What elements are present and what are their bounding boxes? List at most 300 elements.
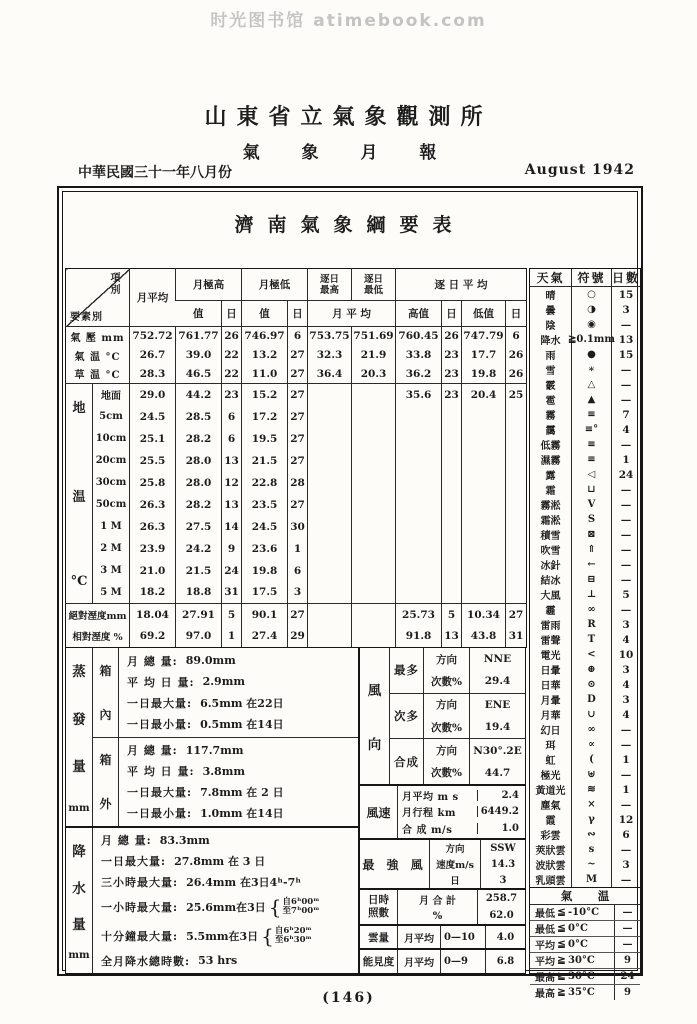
row-label: 氣 壓 mm xyxy=(70,332,125,344)
key-month-total: 月 合 計 xyxy=(419,896,456,907)
weather-symbol: ⊕ xyxy=(572,662,612,677)
weather-symbol: ⇑ xyxy=(572,542,612,557)
weather-day-count: 10 xyxy=(618,648,634,661)
weather-row xyxy=(530,632,640,647)
wind-values xyxy=(470,694,525,739)
cell: 751.69 xyxy=(352,327,396,346)
key-frequency: 次數% xyxy=(431,721,462,734)
stat-value: 7.8mm 在 2 日 xyxy=(200,786,284,800)
cell: 761.77 xyxy=(176,327,222,346)
value-speed: 14.3 xyxy=(490,858,516,870)
cell xyxy=(442,516,462,538)
weather-name: 月華 xyxy=(530,707,572,722)
weather-symbol: × xyxy=(572,797,612,812)
cell xyxy=(396,560,442,582)
cell: 21.5 xyxy=(176,560,222,582)
comparator-glyph: ≦ xyxy=(557,923,566,934)
cell: 43.8 xyxy=(462,626,506,648)
cell: 14 xyxy=(222,516,242,538)
stat-line xyxy=(101,874,354,890)
weather-day-count: — xyxy=(620,318,632,331)
value-direction: N30°.2E xyxy=(473,744,522,757)
stat-value: 1.0 xyxy=(477,823,525,834)
time-from: 自6ʰ20ᵐ xyxy=(274,925,312,936)
weather-name: 幻日 xyxy=(530,722,572,737)
cell: 10.34 xyxy=(462,604,506,626)
label-char: 箱 xyxy=(99,753,112,768)
cell: 13 xyxy=(222,494,242,516)
weather-name: 結冰 xyxy=(530,572,572,587)
cell: 25.8 xyxy=(130,472,176,494)
cell: 91.8 xyxy=(396,626,442,648)
cell xyxy=(308,538,352,560)
weather-symbol: ≡° xyxy=(572,422,612,437)
weather-day-count: 4 xyxy=(622,708,630,721)
cell: 28.3 xyxy=(130,365,176,384)
cell: 18.8 xyxy=(176,582,222,604)
evaporation-block xyxy=(65,647,359,827)
cell: 6 xyxy=(506,327,527,346)
key-speed: 速度m/s xyxy=(436,860,474,871)
weather-day-count: 7 xyxy=(622,408,630,421)
weather-row xyxy=(530,437,640,452)
temperature-section-title xyxy=(530,888,640,905)
weather-name: 霧淞 xyxy=(530,497,572,512)
weather-name: 莢狀雲 xyxy=(530,842,572,857)
temperature-threshold-row xyxy=(530,936,640,952)
weather-symbol: ~ xyxy=(572,857,612,872)
stat-value: 5.5mm在3日 xyxy=(186,929,259,943)
weather-name: 雷雨 xyxy=(530,617,572,632)
value-direction: ENE xyxy=(484,698,511,711)
depth-label: 1 M xyxy=(100,521,122,532)
header-day: 日 xyxy=(222,301,242,327)
report-title: 氣 象 月 報 xyxy=(242,143,455,163)
weather-day-count: 3 xyxy=(622,303,630,316)
temperature-threshold-row xyxy=(530,920,640,936)
weather-row xyxy=(530,452,640,467)
threshold-temperature: 0°C xyxy=(568,939,588,950)
stat-key: 月平均 m s xyxy=(402,791,459,803)
value-month-total: 258.7 xyxy=(485,893,518,904)
weather-symbol: M xyxy=(572,872,612,887)
stat-line xyxy=(127,742,354,758)
wind-row xyxy=(390,648,525,693)
precipitation-lines xyxy=(93,828,358,973)
cell xyxy=(308,582,352,604)
cell: 1 xyxy=(222,626,242,648)
stat-key: 月 總 量: xyxy=(127,654,178,668)
day-count: 9 xyxy=(614,985,640,1000)
cell: 26.7 xyxy=(130,346,176,365)
weather-symbol: D xyxy=(572,692,612,707)
header-value: 值 xyxy=(242,301,288,327)
sunshine-keys xyxy=(398,890,477,924)
weather-rows xyxy=(530,287,640,887)
weather-row xyxy=(530,707,640,722)
cell xyxy=(506,516,527,538)
date-english: August 1942 xyxy=(524,162,635,178)
cell xyxy=(462,560,506,582)
weather-name: 霜淞 xyxy=(530,512,572,527)
cell: 97.0 xyxy=(176,626,222,648)
cell xyxy=(352,626,396,648)
weather-day-count: 13 xyxy=(618,333,634,346)
wind-keys xyxy=(424,739,470,784)
wind-keys xyxy=(424,694,470,739)
visibility-block xyxy=(359,949,526,974)
threshold-kind: 最高 xyxy=(535,989,555,1000)
weather-symbol: ⊙ xyxy=(572,677,612,692)
weather-row xyxy=(530,317,640,332)
weather-day-count: — xyxy=(620,873,632,886)
weather-symbol: s xyxy=(572,842,612,857)
header-day: 日 xyxy=(506,301,527,327)
weather-day-count: 5 xyxy=(622,588,630,601)
cell: 18.04 xyxy=(130,604,176,626)
label-char: 發 xyxy=(72,711,86,728)
cell xyxy=(396,494,442,516)
visibility-value: 6.8 xyxy=(485,950,525,973)
table-row xyxy=(66,582,527,604)
weather-name: 黃道光 xyxy=(530,782,572,797)
header-daily-min: 逐日 最低 xyxy=(352,269,396,301)
cell: 24.2 xyxy=(176,538,222,560)
weather-row xyxy=(530,362,640,377)
cell xyxy=(308,428,352,450)
cell: 24.5 xyxy=(242,516,288,538)
cell: 27 xyxy=(288,450,308,472)
key-direction: 方向 xyxy=(445,844,465,855)
cell xyxy=(442,406,462,428)
cell: 27 xyxy=(288,604,308,626)
weather-row xyxy=(530,482,640,497)
cell: 23.5 xyxy=(242,494,288,516)
key-direction: 方向 xyxy=(436,745,457,757)
weather-name: 雨 xyxy=(530,347,572,362)
threshold-kind: 平均 xyxy=(535,941,555,952)
cell: 752.72 xyxy=(130,327,176,346)
cell: 27 xyxy=(288,406,308,428)
cell: 28.2 xyxy=(176,428,222,450)
cell: 19.5 xyxy=(242,428,288,450)
cell: 5 xyxy=(222,604,242,626)
table-row xyxy=(66,560,527,582)
precipitation-group-label xyxy=(66,828,93,973)
temperature-rows xyxy=(530,905,640,1000)
label-char: 向 xyxy=(367,737,382,753)
threshold-temperature: 30°C xyxy=(568,971,595,982)
cell xyxy=(352,604,396,626)
key-frequency: 次數% xyxy=(431,767,462,780)
strongest-wind-block xyxy=(359,839,526,889)
weather-symbol: R xyxy=(572,617,612,632)
cell: 21.0 xyxy=(130,560,176,582)
weather-symbol: ▲ xyxy=(572,392,612,407)
weather-name: 日華 xyxy=(530,677,572,692)
label-char: 箱 xyxy=(99,663,112,678)
cell xyxy=(308,472,352,494)
weather-name: 降水 xyxy=(530,332,572,347)
sunshine-values xyxy=(477,890,525,924)
page-number: (146) xyxy=(322,990,375,1006)
weather-symbol: △ xyxy=(572,377,612,392)
cell xyxy=(442,450,462,472)
inside-lines xyxy=(119,648,358,737)
cell xyxy=(352,472,396,494)
cell: 27 xyxy=(288,384,308,406)
strongest-wind-label: 最 強 風 xyxy=(362,857,427,872)
weather-name: 霾 xyxy=(530,602,572,617)
cell xyxy=(442,428,462,450)
cell xyxy=(308,450,352,472)
cell: 23 xyxy=(442,346,462,365)
label-line: 日時 xyxy=(368,894,389,906)
weather-name: 濕霧 xyxy=(530,452,572,467)
stat-key: 月 總 量: xyxy=(127,744,178,758)
cell: 17.2 xyxy=(242,406,288,428)
weather-symbol: < xyxy=(572,647,612,662)
cell xyxy=(506,428,527,450)
time-to: 至7ʰ00ᵐ xyxy=(282,905,320,916)
weather-day-count: 4 xyxy=(622,423,630,436)
weather-day-count: 4 xyxy=(622,678,630,691)
weather-name: 晴 xyxy=(530,287,572,302)
box-inside-label xyxy=(93,648,119,737)
soil-group-char: 地 xyxy=(72,401,86,416)
day-count: — xyxy=(614,937,640,952)
stat-key: 平 均 日 量: xyxy=(127,675,195,689)
weather-symbol: ⊟ xyxy=(572,572,612,587)
threshold-kind: 最低 xyxy=(535,909,555,920)
stat-key: 月行程 km xyxy=(402,808,456,820)
stat-value: 26.4mm 在3日4ʰ-7ʰ xyxy=(186,876,301,890)
wind-values xyxy=(470,739,525,784)
cell: 747.79 xyxy=(462,327,506,346)
stat-line xyxy=(127,674,354,690)
weather-name: 彩雲 xyxy=(530,827,572,842)
depth-label: 30cm xyxy=(95,477,127,488)
stat-key: 一日最大量: xyxy=(101,855,167,869)
precipitation-block xyxy=(65,827,359,974)
weather-row xyxy=(530,302,640,317)
cell: 25 xyxy=(506,384,527,406)
temperature-threshold-row xyxy=(530,968,640,984)
threshold-temperature: 30°C xyxy=(568,955,595,966)
evaporation-group-label xyxy=(66,648,93,826)
title-char: 氣 xyxy=(560,889,573,903)
label-char: 內 xyxy=(99,707,112,722)
strongest-wind-values xyxy=(481,840,525,888)
weather-symbol: ◉ xyxy=(572,317,612,332)
cell: 18.2 xyxy=(130,582,176,604)
weather-symbol: ≡ xyxy=(572,437,612,452)
cell: 13 xyxy=(442,626,462,648)
weather-day-count: — xyxy=(620,393,632,406)
weather-day-count: 12 xyxy=(618,813,634,826)
weather-name: 電光 xyxy=(530,647,572,662)
cell xyxy=(308,560,352,582)
threshold-temperature: 0°C xyxy=(568,923,588,934)
weather-name: 霞 xyxy=(530,812,572,827)
wind-row-label: 次多 xyxy=(390,694,424,739)
threshold-temperature: 35°C xyxy=(568,987,595,998)
row-label: 氣 温 °C xyxy=(74,351,121,363)
weather-row xyxy=(530,392,640,407)
summary-table xyxy=(65,268,527,648)
cell: 28.2 xyxy=(176,494,222,516)
weather-row xyxy=(530,782,640,797)
cell: 35.6 xyxy=(396,384,442,406)
cell xyxy=(308,494,352,516)
stat-value: 27.8mm 在 3 日 xyxy=(174,855,266,869)
weather-row xyxy=(530,617,640,632)
stat-value: 0.5mm 在14日 xyxy=(200,717,284,731)
label-char: 蒸 xyxy=(72,664,86,680)
wind-speed-block xyxy=(359,785,526,839)
weather-row xyxy=(530,827,640,842)
stat-key: 一日最小量: xyxy=(127,807,193,821)
header-symbol: 符號 xyxy=(572,269,612,286)
comparator-glyph: ≧ xyxy=(557,987,566,998)
cell: 25.5 xyxy=(130,450,176,472)
stat-key: 三小時最大量: xyxy=(101,876,179,890)
stat-line xyxy=(127,805,354,821)
key-direction: 方向 xyxy=(436,653,457,666)
stat-key: 一日最大量: xyxy=(127,786,193,800)
weather-row xyxy=(530,812,640,827)
stat-line xyxy=(101,832,354,848)
cell: 32.3 xyxy=(308,346,352,365)
weather-day-count: 1 xyxy=(622,453,630,466)
stat-value: 117.7mm xyxy=(185,743,244,757)
weather-symbol: ● xyxy=(572,347,612,362)
header-monthly-extreme-low: 月極低 xyxy=(242,269,308,301)
cell xyxy=(396,472,442,494)
weather-row xyxy=(530,407,640,422)
header-day: 日 xyxy=(442,301,462,327)
weather-name: 日暈 xyxy=(530,662,572,677)
weather-symbol: ⊠ xyxy=(572,527,612,542)
cell: 13.2 xyxy=(242,346,288,365)
threshold-kind: 平均 xyxy=(535,957,555,968)
weather-day-count: 1 xyxy=(622,783,630,796)
cell: 26 xyxy=(506,346,527,365)
soil-group-unit: °C xyxy=(70,574,88,589)
depth-label: 20cm xyxy=(95,455,127,466)
weather-name: 波狀雲 xyxy=(530,857,572,872)
weather-day-count: 6 xyxy=(622,828,630,841)
weather-symbol: ∗ xyxy=(572,362,612,377)
header-daily-max: 逐日 最高 xyxy=(308,269,352,301)
weather-row xyxy=(530,332,640,347)
depth-label: 2 M xyxy=(100,543,122,554)
cell: 746.97 xyxy=(242,327,288,346)
weather-row xyxy=(530,542,640,557)
weather-symbol: ≧0.1mm xyxy=(568,334,615,345)
stat-value: 6449.2 xyxy=(477,806,525,817)
weather-row xyxy=(530,767,640,782)
cell: 29.0 xyxy=(130,384,176,406)
value-frequency: 29.4 xyxy=(484,675,511,688)
depth-label: 50cm xyxy=(95,499,127,510)
table-row xyxy=(66,450,527,472)
cell: 69.2 xyxy=(130,626,176,648)
weather-row xyxy=(530,497,640,512)
threshold-kind: 最高 xyxy=(535,973,555,984)
weather-day-count: 15 xyxy=(618,348,634,361)
weather-row xyxy=(530,377,640,392)
title-char: 温 xyxy=(597,889,610,903)
cloud-scale-range: 0—10 xyxy=(440,926,485,948)
weather-row xyxy=(530,662,640,677)
weather-row xyxy=(530,512,640,527)
cell: 12 xyxy=(222,472,242,494)
humidity-rows xyxy=(66,604,527,648)
weather-symbol: S xyxy=(572,512,612,527)
soil-temperature-group-label xyxy=(66,383,93,603)
cell: 21.9 xyxy=(352,346,396,365)
cell: 19.8 xyxy=(462,365,506,384)
label-char: 量 xyxy=(72,759,86,776)
cell xyxy=(396,428,442,450)
cell xyxy=(352,538,396,560)
cell: 22 xyxy=(222,346,242,365)
table-row xyxy=(66,516,527,538)
weather-day-count: — xyxy=(620,498,632,511)
table-row xyxy=(66,327,527,346)
value-frequency: 44.7 xyxy=(484,766,511,779)
cell xyxy=(462,494,506,516)
evaporation-inside-box xyxy=(93,648,358,737)
cell: 28.0 xyxy=(176,450,222,472)
cell xyxy=(506,582,527,604)
wind-row-label: 合成 xyxy=(390,739,424,784)
label-char: 風 xyxy=(367,683,382,699)
weather-name: 霧 xyxy=(530,407,572,422)
weather-row xyxy=(530,797,640,812)
depth-label: 10cm xyxy=(95,433,127,444)
weather-day-count: 4 xyxy=(622,633,630,646)
soil-temperature-rows xyxy=(66,384,527,604)
cell: 26.3 xyxy=(130,516,176,538)
label-char: 外 xyxy=(99,797,112,812)
weather-day-count: — xyxy=(620,438,632,451)
cell xyxy=(308,406,352,428)
cell: 9 xyxy=(222,538,242,560)
stat-value: 89.0mm xyxy=(185,654,236,668)
weather-row xyxy=(530,347,640,362)
weather-name: 雹 xyxy=(530,392,572,407)
day-count: 24 xyxy=(614,969,640,984)
evaporation-content xyxy=(93,648,358,826)
weather-day-count: 15 xyxy=(618,288,634,301)
cell: 27.4 xyxy=(242,626,288,648)
stat-line xyxy=(101,953,354,969)
header-high-value: 高值 xyxy=(396,301,442,327)
cell xyxy=(352,494,396,516)
temperature-day-counts xyxy=(530,887,640,1000)
weather-row xyxy=(530,527,640,542)
box-outside-label xyxy=(93,738,119,827)
table-row xyxy=(66,406,527,428)
label-char: 量 xyxy=(72,917,86,934)
wind-speed-row xyxy=(398,821,525,836)
weather-symbol: ⊎ xyxy=(572,767,612,782)
cell xyxy=(462,582,506,604)
weather-name: 霰 xyxy=(530,377,572,392)
weather-row xyxy=(530,467,640,482)
